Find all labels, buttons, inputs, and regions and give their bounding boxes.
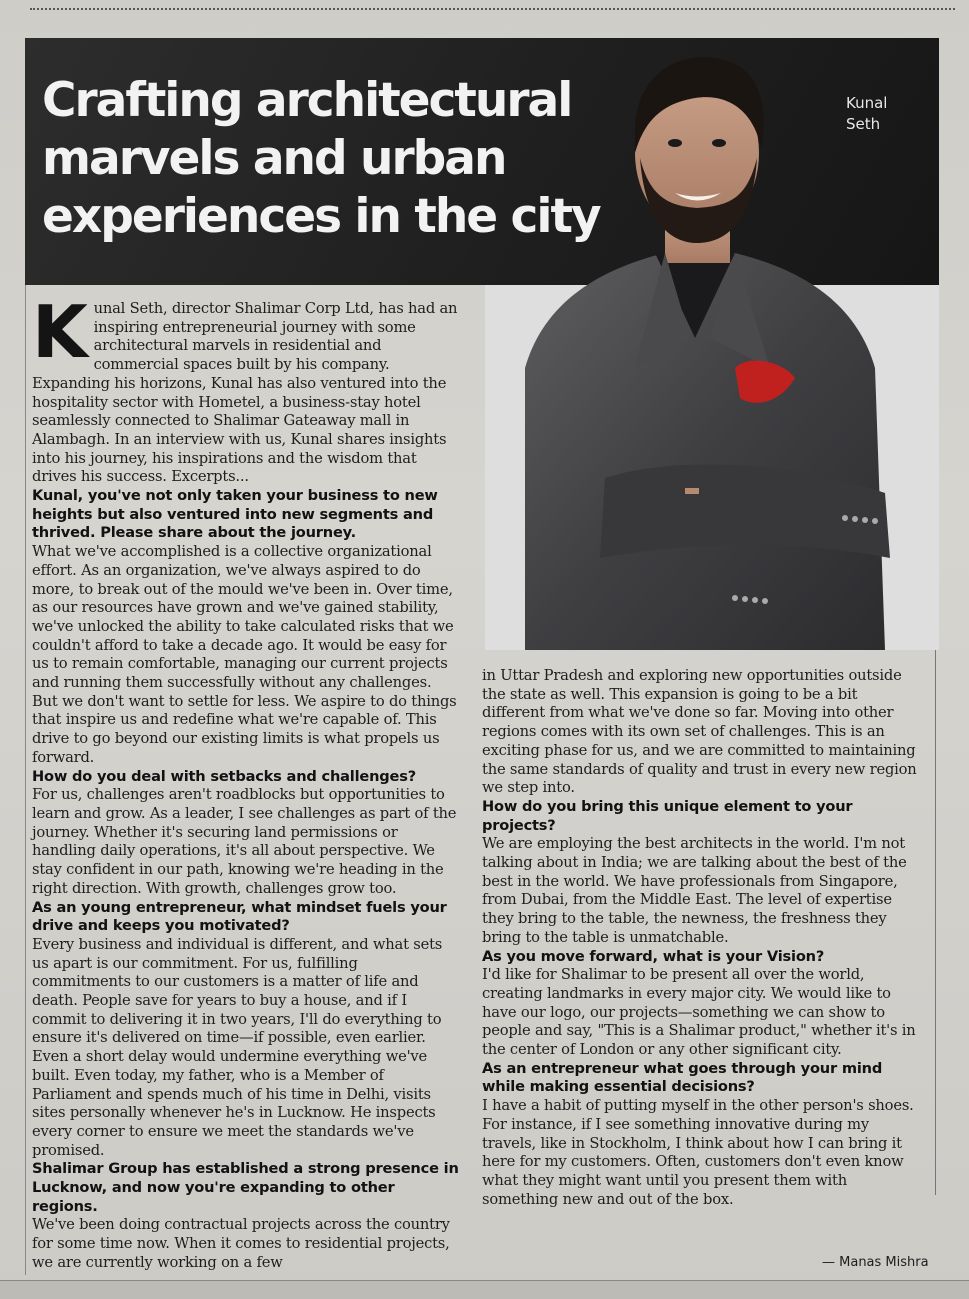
photo-caption: Kunal Seth [846, 94, 888, 133]
question-2: How do you deal with setbacks and challenges? [32, 767, 416, 785]
right-column-rule [935, 650, 936, 1195]
answer-5: We are employing the best architects in the world. I'm not talking about in India; we are talking about the best of the best in the world. We have professionals from Singapore, from Dubai, from the Middle East. The level of expertise they bring to the table, the newness, the freshness they bring to the table is unmatchable. [482, 835, 907, 946]
question-3: As an young entrepreneur, what mindset fuels your drive and keeps you motivated? [32, 898, 447, 935]
answer-7: I have a habit of putting myself in the other person's shoes. For instance, if I see something innovative during my travels, like in Stockholm, I think about how I can bring it here for my customers. Often, customers don't even know what they might want until you present them with something new and out of the box. [482, 1097, 914, 1208]
question-1: Kunal, you've not only taken your business to new heights but also ventured into new segments and thrived. Please share about the journey. [32, 487, 438, 542]
answer-2: For us, challenges aren't roadblocks but opportunities to learn and grow. As a leader, I see challenges as part of the journey. Whether it's securing land permissions or handling daily operations, it's all about perspective. We stay confident in our path, knowing we're heading in the right direction. With growth, challenges grow too. [32, 786, 457, 897]
answer-1: What we've accomplished is a collective organizational effort. As an organization, we've always aspired to do more, to break out of the mould we've been in. Over time, as our resources have grown and we've gained stability, we've unlocked the ability to take calculated risks that we couldn't afford to take a decade ago. It would be easy for us to remain comfortable, managing our current projects and running them successfully without any challenges. But we don't want to settle for less. We aspire to do things that inspire us and redefine what we're capable of. This drive to go beyond our existing limits is what propels us forward. [32, 543, 457, 766]
article-column-left [32, 290, 460, 1273]
question-7: As an entrepreneur what goes through your mind while making essential decisions? [482, 1059, 883, 1096]
article-headline: Crafting architectural marvels and urban experiences in the city [42, 73, 600, 244]
left-column-rule [25, 285, 26, 1275]
page-bottom-edge [0, 1280, 969, 1299]
question-4: Shalimar Group has established a strong presence in Lucknow, and now you're expanding to other regions. [32, 1160, 459, 1215]
answer-4-continued: in Uttar Pradesh and exploring new opportunities outside the state as well. This expansion is going to be a bit different from what we've done so far. Moving into other regions comes with its own set of challenges. This is an exciting phase for us, and we are committed to maintaining the same standards of quality and trust in every new region we step into. [482, 667, 917, 797]
author-byline: — Manas Mishra [822, 1255, 929, 1270]
intro-text: unal Seth, director Shalimar Corp Ltd, has had an inspiring entrepreneurial journey with some architectural marvels in residential and commercial spaces built by his company. Expanding his horizons, Kunal has also ventured into the hospitality sector with Hometel, a business-stay hotel seamlessly connected to Shalimar Gateaway mall in Alambagh. In an interview with us, Kunal shares insights into his journey, his inspirations and the wisdom that drives his success. Excerpts... [32, 300, 458, 486]
top-dotted-rule [30, 8, 955, 10]
question-5: How do you bring this unique element to your projects? [482, 797, 853, 834]
drop-cap: K [32, 290, 88, 374]
question-6: As you move forward, what is your Vision? [482, 947, 825, 965]
intro-paragraph [32, 290, 460, 487]
answer-3: Every business and individual is different, and what sets us apart is our commitment. For us, fulfilling commitments to our customers is a matter of life and death. People save for years to buy a house, and if I commit to delivering it in two years, I'll do everything to ensure it's delivered on time—if possible, even earlier. Even a short delay would undermine everything we've built. Even today, my father, who is a Member of Parliament and spends much of his time in Delhi, visits sites personally whenever he's in Lucknow. He inspects every corner to ensure we meet the standards we've promised. [32, 935, 443, 1159]
article-column-right [482, 667, 922, 1209]
answer-6: I'd like for Shalimar to be present all over the world, creating landmarks in every major city. We would like to have our logo, our projects—something we can show to people and say, "This is a Shalimar product," whether it's in the center of London or any other significant city. [482, 966, 916, 1059]
answer-4-start: We've been doing contractual projects across the country for some time now. When it comes to residential projects, we are currently working on a few [32, 1216, 450, 1271]
